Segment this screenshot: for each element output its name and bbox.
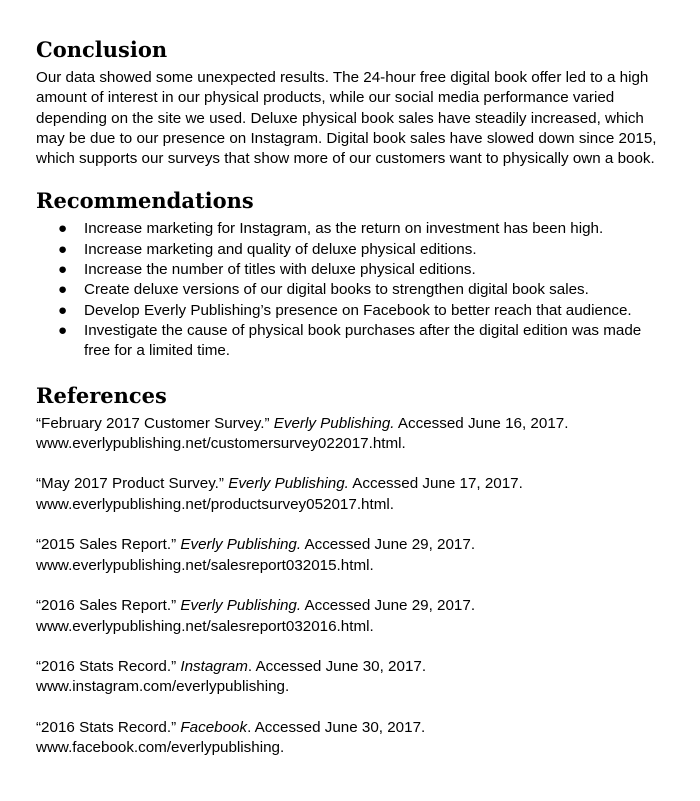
reference-url: www.everlypublishing.net/customersurvey022017.html. [36,434,406,452]
recommendations-heading: Recommendations [36,188,254,214]
reference-entry [36,474,666,515]
list-item [36,280,666,300]
document-page [36,36,666,777]
references-heading: References [36,382,167,408]
reference-url: www.facebook.com/everlypublishing. [36,739,285,757]
conclusion-paragraph: Our data showed some unexpected results. The 24-hour free digital book offer led to a high amount of interest in our physical products, while our social media performance varied depending on the site we used. Deluxe physical book sales have steadily increased, which may be due to our presence on Instagram. Digital book sales have slowed down since 2015, which supports our surveys that show more of our customers want to physically own a book. [36,69,657,168]
reference-source: Everly Publishing. [273,414,395,432]
reference-entry [36,535,666,576]
reference-accessed: . Accessed June 30, 2017. [247,719,426,737]
bullet-icon: ● [58,321,68,339]
conclusion-section [36,36,666,169]
reference-title: “2015 Sales Report.” [36,536,177,554]
reference-source: Everly Publishing. [228,475,349,493]
reference-source: Instagram [180,658,248,676]
list-item-text: Develop Everly Publishing’s presence on Facebook to better reach that audience. [84,301,632,319]
reference-url: www.everlypublishing.net/salesreport032016.html. [36,617,374,635]
list-item [36,260,666,280]
reference-entry [36,414,666,455]
bullet-icon: ● [58,281,68,299]
reference-title: “2016 Sales Report.” [36,597,177,615]
bullet-icon: ● [58,220,68,238]
reference-url: www.instagram.com/everlypublishing. [36,678,290,696]
list-item-text: Investigate the cause of physical book purchases after the digital edition was made free for a limited time. [84,321,642,360]
reference-accessed: Accessed June 17, 2017. [352,475,523,493]
conclusion-heading: Conclusion [36,37,168,62]
list-item [36,219,666,239]
reference-source: Everly Publishing. [180,536,302,554]
reference-accessed: Accessed June 29, 2017. [304,536,476,554]
list-item-text: Increase the number of titles with deluxe physical editions. [84,261,476,279]
reference-title: “2016 Stats Record.” [36,658,177,676]
reference-title: “February 2017 Customer Survey.” [36,414,270,432]
reference-accessed: . Accessed June 30, 2017. [247,658,427,676]
reference-entry [36,657,666,698]
list-item [36,240,666,260]
bullet-icon: ● [58,301,68,319]
list-item [36,321,666,362]
list-item-text: Create deluxe versions of our digital books to strengthen digital book sales. [84,281,589,299]
list-item-text: Increase marketing for Instagram, as the return on investment has been high. [84,220,604,238]
reference-url: www.everlypublishing.net/productsurvey052017.html. [36,495,394,513]
list-item-text: Increase marketing and quality of deluxe physical editions. [84,240,477,258]
reference-url: www.everlypublishing.net/salesreport032015.html. [36,556,374,574]
reference-source: Facebook [180,719,248,737]
reference-accessed: Accessed June 29, 2017. [304,597,476,615]
reference-entry [36,718,666,759]
bullet-icon: ● [58,240,68,258]
reference-accessed: Accessed June 16, 2017. [397,414,569,432]
reference-entry [36,596,666,637]
list-item [36,301,666,321]
reference-source: Everly Publishing. [180,597,302,615]
references-section [36,382,666,759]
recommendations-list [36,219,666,361]
reference-title: “May 2017 Product Survey.” [36,475,224,493]
reference-title: “2016 Stats Record.” [36,719,177,737]
recommendations-section [36,187,666,361]
bullet-icon: ● [58,261,68,279]
